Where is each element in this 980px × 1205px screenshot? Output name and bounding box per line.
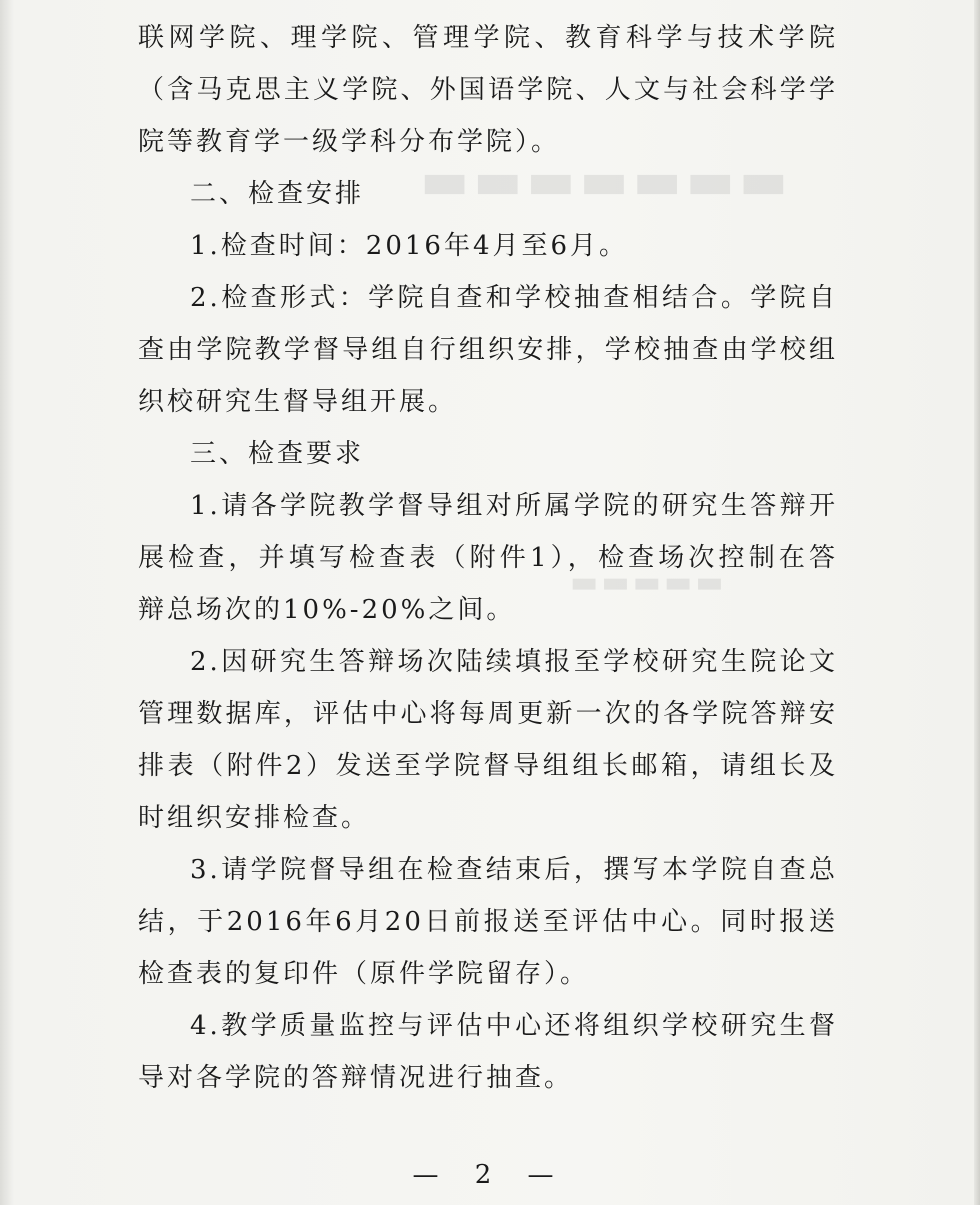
section-heading-requirements: 三、检查要求	[190, 439, 365, 469]
paragraph-inspection-form: 2.检查形式：学院自查和学校抽查相结合。学院自查由学院教学督导组自行组织安排，学校抽查由学校组织校研究生督导组开展。	[138, 283, 838, 417]
section-heading-arrangement: 二、检查安排	[190, 179, 365, 209]
bleed-through-shadow: ▬▬▬▬▬	[570, 565, 727, 600]
page-number: — 2 —	[412, 1160, 568, 1190]
paragraph-requirement-4: 4.教学质量监控与评估中心还将组织学校研究生督导对各学院的答辩情况进行抽查。	[138, 1011, 838, 1093]
paragraph-continuation: 联网学院、理学院、管理学院、教育科学与技术学院（含马克思主义学院、外国语学院、人文与社会科学学院等教育学一级学科分布学院）。	[138, 23, 838, 157]
paragraph-inspection-time: 1.检查时间：2016年4月至6月。	[190, 231, 629, 261]
document-body	[138, 12, 838, 1104]
bleed-through-shadow: ▬▬▬▬▬▬▬	[420, 150, 792, 211]
page-edge	[974, 0, 980, 1205]
paragraph-requirement-3: 3.请学院督导组在检查结束后，撰写本学院自查总结，于2016年6月20日前报送至评估中心。同时报送检查表的复印件（原件学院留存）。	[138, 855, 838, 989]
paragraph-requirement-2: 2.因研究生答辩场次陆续填报至学校研究生院论文管理数据库，评估中心将每周更新一次的各学院答辩安排表（附件2）发送至学院督导组组长邮箱，请组长及时组织安排检查。	[138, 647, 838, 833]
paragraph-requirement-1: 1.请各学院教学督导组对所属学院的研究生答辩开展检查，并填写检查表（附件1），检查场次控制在答辩总场次的10%-20%之间。	[138, 491, 838, 625]
